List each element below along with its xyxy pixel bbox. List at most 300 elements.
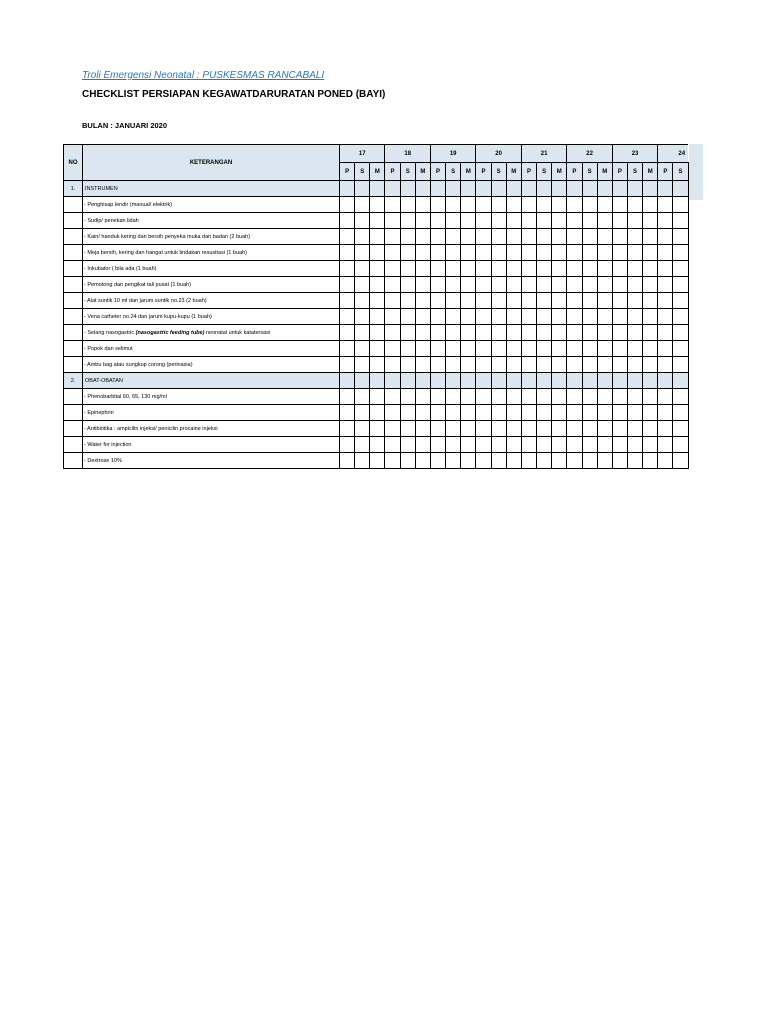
check-cell[interactable] — [643, 277, 658, 293]
check-cell[interactable] — [582, 389, 597, 405]
check-cell[interactable] — [673, 293, 688, 309]
check-cell[interactable] — [537, 197, 552, 213]
check-cell[interactable] — [461, 325, 476, 341]
check-cell[interactable] — [627, 277, 642, 293]
check-cell[interactable] — [673, 197, 688, 213]
check-cell[interactable] — [476, 325, 491, 341]
check-cell[interactable] — [400, 245, 415, 261]
check-cell[interactable] — [400, 453, 415, 469]
check-cell[interactable] — [355, 437, 370, 453]
check-cell[interactable] — [400, 405, 415, 421]
check-cell[interactable] — [567, 309, 582, 325]
check-cell[interactable] — [612, 277, 627, 293]
check-cell[interactable] — [521, 229, 536, 245]
check-cell[interactable] — [385, 437, 400, 453]
check-cell[interactable] — [627, 245, 642, 261]
check-cell[interactable] — [627, 357, 642, 373]
check-cell[interactable] — [612, 325, 627, 341]
check-cell[interactable] — [370, 213, 385, 229]
check-cell[interactable] — [385, 421, 400, 437]
check-cell[interactable] — [430, 197, 445, 213]
check-cell[interactable] — [552, 245, 567, 261]
check-cell[interactable] — [521, 341, 536, 357]
check-cell[interactable] — [385, 357, 400, 373]
check-cell[interactable] — [370, 437, 385, 453]
check-cell[interactable] — [461, 229, 476, 245]
check-cell[interactable] — [597, 293, 612, 309]
check-cell[interactable] — [627, 309, 642, 325]
check-cell[interactable] — [400, 197, 415, 213]
check-cell[interactable] — [415, 261, 430, 277]
check-cell[interactable] — [658, 229, 673, 245]
check-cell[interactable] — [415, 309, 430, 325]
check-cell[interactable] — [461, 293, 476, 309]
check-cell[interactable] — [612, 405, 627, 421]
check-cell[interactable] — [673, 357, 688, 373]
check-cell[interactable] — [430, 325, 445, 341]
check-cell[interactable] — [446, 341, 461, 357]
check-cell[interactable] — [506, 437, 521, 453]
check-cell[interactable] — [552, 421, 567, 437]
check-cell[interactable] — [643, 437, 658, 453]
check-cell[interactable] — [355, 309, 370, 325]
check-cell[interactable] — [582, 437, 597, 453]
check-cell[interactable] — [340, 293, 355, 309]
check-cell[interactable] — [446, 245, 461, 261]
check-cell[interactable] — [461, 437, 476, 453]
check-cell[interactable] — [385, 197, 400, 213]
check-cell[interactable] — [658, 277, 673, 293]
check-cell[interactable] — [430, 213, 445, 229]
check-cell[interactable] — [537, 229, 552, 245]
check-cell[interactable] — [446, 277, 461, 293]
check-cell[interactable] — [612, 357, 627, 373]
check-cell[interactable] — [552, 261, 567, 277]
check-cell[interactable] — [340, 229, 355, 245]
check-cell[interactable] — [446, 357, 461, 373]
check-cell[interactable] — [355, 245, 370, 261]
check-cell[interactable] — [537, 421, 552, 437]
check-cell[interactable] — [506, 245, 521, 261]
check-cell[interactable] — [491, 325, 506, 341]
check-cell[interactable] — [612, 437, 627, 453]
check-cell[interactable] — [355, 453, 370, 469]
check-cell[interactable] — [370, 261, 385, 277]
check-cell[interactable] — [643, 309, 658, 325]
check-cell[interactable] — [340, 325, 355, 341]
check-cell[interactable] — [552, 453, 567, 469]
check-cell[interactable] — [567, 453, 582, 469]
check-cell[interactable] — [461, 309, 476, 325]
check-cell[interactable] — [658, 293, 673, 309]
check-cell[interactable] — [552, 437, 567, 453]
check-cell[interactable] — [521, 245, 536, 261]
check-cell[interactable] — [430, 437, 445, 453]
check-cell[interactable] — [658, 309, 673, 325]
check-cell[interactable] — [537, 389, 552, 405]
check-cell[interactable] — [385, 389, 400, 405]
check-cell[interactable] — [537, 325, 552, 341]
check-cell[interactable] — [461, 453, 476, 469]
check-cell[interactable] — [430, 293, 445, 309]
check-cell[interactable] — [415, 389, 430, 405]
check-cell[interactable] — [567, 341, 582, 357]
check-cell[interactable] — [597, 213, 612, 229]
check-cell[interactable] — [673, 405, 688, 421]
check-cell[interactable] — [446, 437, 461, 453]
check-cell[interactable] — [521, 261, 536, 277]
check-cell[interactable] — [491, 277, 506, 293]
check-cell[interactable] — [355, 293, 370, 309]
check-cell[interactable] — [673, 261, 688, 277]
check-cell[interactable] — [370, 245, 385, 261]
check-cell[interactable] — [673, 325, 688, 341]
check-cell[interactable] — [415, 405, 430, 421]
check-cell[interactable] — [415, 245, 430, 261]
check-cell[interactable] — [476, 277, 491, 293]
check-cell[interactable] — [552, 229, 567, 245]
check-cell[interactable] — [446, 229, 461, 245]
check-cell[interactable] — [552, 389, 567, 405]
check-cell[interactable] — [597, 261, 612, 277]
check-cell[interactable] — [612, 261, 627, 277]
check-cell[interactable] — [370, 405, 385, 421]
check-cell[interactable] — [506, 277, 521, 293]
check-cell[interactable] — [552, 357, 567, 373]
check-cell[interactable] — [627, 389, 642, 405]
check-cell[interactable] — [582, 229, 597, 245]
check-cell[interactable] — [521, 357, 536, 373]
check-cell[interactable] — [658, 453, 673, 469]
check-cell[interactable] — [446, 325, 461, 341]
check-cell[interactable] — [627, 405, 642, 421]
check-cell[interactable] — [476, 197, 491, 213]
check-cell[interactable] — [612, 421, 627, 437]
check-cell[interactable] — [355, 261, 370, 277]
check-cell[interactable] — [627, 213, 642, 229]
check-cell[interactable] — [491, 437, 506, 453]
check-cell[interactable] — [643, 453, 658, 469]
check-cell[interactable] — [521, 277, 536, 293]
check-cell[interactable] — [476, 453, 491, 469]
check-cell[interactable] — [461, 277, 476, 293]
check-cell[interactable] — [597, 325, 612, 341]
check-cell[interactable] — [385, 325, 400, 341]
check-cell[interactable] — [567, 213, 582, 229]
check-cell[interactable] — [461, 245, 476, 261]
check-cell[interactable] — [597, 309, 612, 325]
check-cell[interactable] — [355, 229, 370, 245]
check-cell[interactable] — [673, 245, 688, 261]
check-cell[interactable] — [461, 213, 476, 229]
check-cell[interactable] — [476, 341, 491, 357]
check-cell[interactable] — [673, 229, 688, 245]
check-cell[interactable] — [340, 277, 355, 293]
check-cell[interactable] — [552, 405, 567, 421]
check-cell[interactable] — [370, 197, 385, 213]
check-cell[interactable] — [430, 261, 445, 277]
check-cell[interactable] — [673, 277, 688, 293]
check-cell[interactable] — [415, 437, 430, 453]
check-cell[interactable] — [415, 341, 430, 357]
check-cell[interactable] — [446, 421, 461, 437]
check-cell[interactable] — [355, 325, 370, 341]
check-cell[interactable] — [537, 357, 552, 373]
check-cell[interactable] — [491, 389, 506, 405]
check-cell[interactable] — [597, 229, 612, 245]
check-cell[interactable] — [430, 277, 445, 293]
check-cell[interactable] — [400, 341, 415, 357]
check-cell[interactable] — [658, 197, 673, 213]
check-cell[interactable] — [597, 453, 612, 469]
check-cell[interactable] — [612, 389, 627, 405]
check-cell[interactable] — [673, 341, 688, 357]
check-cell[interactable] — [400, 293, 415, 309]
check-cell[interactable] — [658, 357, 673, 373]
check-cell[interactable] — [491, 453, 506, 469]
check-cell[interactable] — [430, 341, 445, 357]
check-cell[interactable] — [567, 357, 582, 373]
check-cell[interactable] — [673, 421, 688, 437]
check-cell[interactable] — [506, 389, 521, 405]
check-cell[interactable] — [370, 309, 385, 325]
check-cell[interactable] — [521, 405, 536, 421]
check-cell[interactable] — [537, 341, 552, 357]
check-cell[interactable] — [446, 261, 461, 277]
check-cell[interactable] — [340, 261, 355, 277]
check-cell[interactable] — [415, 357, 430, 373]
check-cell[interactable] — [355, 421, 370, 437]
check-cell[interactable] — [476, 261, 491, 277]
check-cell[interactable] — [673, 389, 688, 405]
check-cell[interactable] — [567, 421, 582, 437]
check-cell[interactable] — [582, 261, 597, 277]
check-cell[interactable] — [627, 421, 642, 437]
check-cell[interactable] — [658, 245, 673, 261]
check-cell[interactable] — [567, 261, 582, 277]
check-cell[interactable] — [643, 229, 658, 245]
check-cell[interactable] — [521, 421, 536, 437]
check-cell[interactable] — [370, 357, 385, 373]
check-cell[interactable] — [643, 389, 658, 405]
check-cell[interactable] — [673, 453, 688, 469]
check-cell[interactable] — [340, 245, 355, 261]
check-cell[interactable] — [506, 341, 521, 357]
check-cell[interactable] — [385, 309, 400, 325]
check-cell[interactable] — [491, 405, 506, 421]
check-cell[interactable] — [658, 437, 673, 453]
check-cell[interactable] — [521, 389, 536, 405]
check-cell[interactable] — [597, 197, 612, 213]
check-cell[interactable] — [552, 197, 567, 213]
check-cell[interactable] — [506, 229, 521, 245]
check-cell[interactable] — [340, 309, 355, 325]
check-cell[interactable] — [627, 261, 642, 277]
check-cell[interactable] — [567, 293, 582, 309]
check-cell[interactable] — [567, 405, 582, 421]
check-cell[interactable] — [582, 309, 597, 325]
check-cell[interactable] — [597, 437, 612, 453]
check-cell[interactable] — [537, 437, 552, 453]
check-cell[interactable] — [430, 229, 445, 245]
check-cell[interactable] — [597, 277, 612, 293]
check-cell[interactable] — [643, 357, 658, 373]
check-cell[interactable] — [627, 197, 642, 213]
check-cell[interactable] — [385, 245, 400, 261]
check-cell[interactable] — [506, 357, 521, 373]
check-cell[interactable] — [491, 421, 506, 437]
check-cell[interactable] — [567, 389, 582, 405]
check-cell[interactable] — [506, 293, 521, 309]
check-cell[interactable] — [537, 277, 552, 293]
check-cell[interactable] — [340, 437, 355, 453]
check-cell[interactable] — [340, 453, 355, 469]
check-cell[interactable] — [552, 213, 567, 229]
check-cell[interactable] — [446, 197, 461, 213]
check-cell[interactable] — [597, 421, 612, 437]
check-cell[interactable] — [476, 389, 491, 405]
check-cell[interactable] — [476, 309, 491, 325]
check-cell[interactable] — [582, 245, 597, 261]
check-cell[interactable] — [537, 293, 552, 309]
check-cell[interactable] — [537, 309, 552, 325]
check-cell[interactable] — [491, 309, 506, 325]
check-cell[interactable] — [521, 453, 536, 469]
check-cell[interactable] — [476, 437, 491, 453]
check-cell[interactable] — [340, 213, 355, 229]
check-cell[interactable] — [370, 325, 385, 341]
check-cell[interactable] — [673, 213, 688, 229]
check-cell[interactable] — [506, 261, 521, 277]
check-cell[interactable] — [597, 245, 612, 261]
check-cell[interactable] — [491, 293, 506, 309]
check-cell[interactable] — [476, 229, 491, 245]
check-cell[interactable] — [521, 213, 536, 229]
check-cell[interactable] — [567, 197, 582, 213]
check-cell[interactable] — [643, 325, 658, 341]
check-cell[interactable] — [537, 405, 552, 421]
check-cell[interactable] — [521, 197, 536, 213]
check-cell[interactable] — [673, 437, 688, 453]
check-cell[interactable] — [643, 293, 658, 309]
check-cell[interactable] — [658, 213, 673, 229]
check-cell[interactable] — [385, 229, 400, 245]
check-cell[interactable] — [461, 405, 476, 421]
check-cell[interactable] — [537, 245, 552, 261]
check-cell[interactable] — [415, 229, 430, 245]
check-cell[interactable] — [461, 261, 476, 277]
check-cell[interactable] — [643, 421, 658, 437]
check-cell[interactable] — [415, 197, 430, 213]
check-cell[interactable] — [521, 325, 536, 341]
check-cell[interactable] — [446, 309, 461, 325]
check-cell[interactable] — [491, 245, 506, 261]
check-cell[interactable] — [552, 293, 567, 309]
check-cell[interactable] — [552, 277, 567, 293]
check-cell[interactable] — [430, 357, 445, 373]
check-cell[interactable] — [658, 325, 673, 341]
check-cell[interactable] — [658, 405, 673, 421]
check-cell[interactable] — [415, 325, 430, 341]
check-cell[interactable] — [461, 341, 476, 357]
check-cell[interactable] — [446, 389, 461, 405]
check-cell[interactable] — [537, 213, 552, 229]
check-cell[interactable] — [612, 309, 627, 325]
check-cell[interactable] — [340, 341, 355, 357]
check-cell[interactable] — [612, 197, 627, 213]
check-cell[interactable] — [627, 229, 642, 245]
check-cell[interactable] — [476, 245, 491, 261]
check-cell[interactable] — [385, 405, 400, 421]
check-cell[interactable] — [446, 405, 461, 421]
check-cell[interactable] — [400, 309, 415, 325]
check-cell[interactable] — [430, 453, 445, 469]
check-cell[interactable] — [506, 325, 521, 341]
check-cell[interactable] — [658, 341, 673, 357]
check-cell[interactable] — [597, 341, 612, 357]
check-cell[interactable] — [627, 453, 642, 469]
check-cell[interactable] — [430, 389, 445, 405]
check-cell[interactable] — [643, 405, 658, 421]
check-cell[interactable] — [400, 261, 415, 277]
check-cell[interactable] — [415, 293, 430, 309]
check-cell[interactable] — [582, 421, 597, 437]
check-cell[interactable] — [400, 229, 415, 245]
check-cell[interactable] — [582, 453, 597, 469]
check-cell[interactable] — [506, 421, 521, 437]
check-cell[interactable] — [446, 293, 461, 309]
check-cell[interactable] — [597, 389, 612, 405]
check-cell[interactable] — [612, 229, 627, 245]
check-cell[interactable] — [643, 213, 658, 229]
check-cell[interactable] — [370, 293, 385, 309]
check-cell[interactable] — [355, 213, 370, 229]
check-cell[interactable] — [370, 389, 385, 405]
check-cell[interactable] — [385, 453, 400, 469]
check-cell[interactable] — [612, 213, 627, 229]
check-cell[interactable] — [506, 309, 521, 325]
check-cell[interactable] — [415, 213, 430, 229]
check-cell[interactable] — [370, 341, 385, 357]
check-cell[interactable] — [430, 245, 445, 261]
check-cell[interactable] — [476, 357, 491, 373]
check-cell[interactable] — [506, 453, 521, 469]
check-cell[interactable] — [612, 453, 627, 469]
check-cell[interactable] — [582, 405, 597, 421]
check-cell[interactable] — [643, 245, 658, 261]
check-cell[interactable] — [400, 389, 415, 405]
check-cell[interactable] — [491, 213, 506, 229]
check-cell[interactable] — [552, 341, 567, 357]
check-cell[interactable] — [582, 197, 597, 213]
check-cell[interactable] — [643, 341, 658, 357]
check-cell[interactable] — [491, 261, 506, 277]
check-cell[interactable] — [355, 405, 370, 421]
check-cell[interactable] — [567, 325, 582, 341]
check-cell[interactable] — [597, 405, 612, 421]
check-cell[interactable] — [582, 213, 597, 229]
check-cell[interactable] — [355, 197, 370, 213]
check-cell[interactable] — [476, 293, 491, 309]
check-cell[interactable] — [430, 421, 445, 437]
check-cell[interactable] — [582, 341, 597, 357]
check-cell[interactable] — [415, 277, 430, 293]
check-cell[interactable] — [461, 421, 476, 437]
check-cell[interactable] — [627, 437, 642, 453]
check-cell[interactable] — [400, 357, 415, 373]
check-cell[interactable] — [597, 357, 612, 373]
check-cell[interactable] — [643, 261, 658, 277]
